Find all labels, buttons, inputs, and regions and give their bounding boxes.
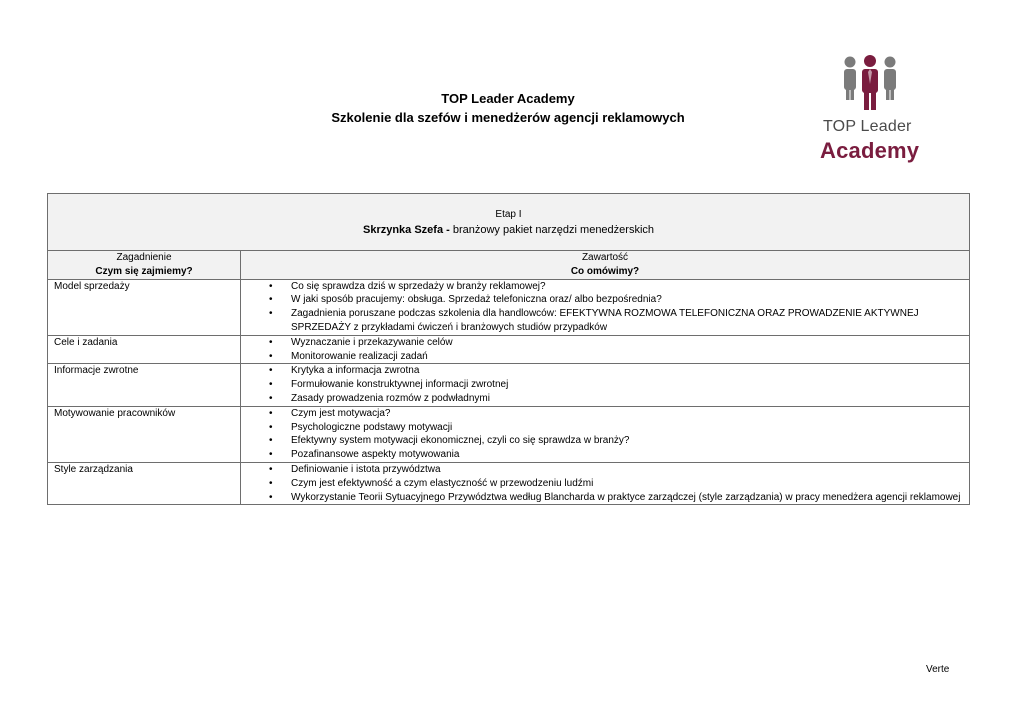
company-logo xyxy=(818,54,926,166)
table-row xyxy=(48,406,970,462)
topic-header-label: Zagadnienie xyxy=(116,252,172,263)
bullet-list xyxy=(241,463,969,504)
people-group-icon xyxy=(842,54,898,116)
bullet-item: • Wykorzystanie Teorii Sytuacyjnego Przywództwa według Blancharda w praktyce zarządczej (style zarządzania) w pracy menedżera agencji reklamowej xyxy=(291,491,969,505)
table-body xyxy=(48,279,970,505)
stage-subtitle: branżowy pakiet narzędzi menedżerskich xyxy=(452,224,655,236)
table-row xyxy=(48,335,970,364)
bullet-list xyxy=(241,364,969,405)
content-cell xyxy=(241,279,970,335)
bullet-item: • Monitorowanie realizacji zadań xyxy=(291,350,969,364)
topic-cell: Style zarządzania xyxy=(48,462,241,504)
table-row xyxy=(48,279,970,335)
content-subheader-label: Co omówimy? xyxy=(570,265,640,277)
column-headers xyxy=(48,251,970,280)
content-cell xyxy=(241,364,970,406)
bullet-item: • Czym jest efektywność a czym elastyczność w przewodzeniu ludźmi xyxy=(291,477,969,491)
bullet-item: • Pozafinansowe aspekty motywowania xyxy=(291,448,969,462)
bullet-item: • Efektywny system motywacji ekonomicznej, czyli co się sprawdza w branży? xyxy=(291,434,969,448)
stage-title xyxy=(48,222,969,238)
content-cell xyxy=(241,406,970,462)
stage-name: Skrzynka Szefa - xyxy=(362,224,453,236)
content-header-label: Zawartość xyxy=(581,252,629,263)
bullet-item: • Formułowanie konstruktywnej informacji zwrotnej xyxy=(291,378,969,392)
logo-text-top-leader: TOP Leader xyxy=(823,118,912,135)
bullet-list xyxy=(241,407,969,462)
topic-cell: Motywowanie pracowników xyxy=(48,406,241,462)
bullet-item: • Zasady prowadzenia rozmów z podwładnymi xyxy=(291,392,969,406)
bullet-list xyxy=(241,336,969,364)
content-cell xyxy=(241,335,970,364)
verte-note: Verte xyxy=(926,664,950,675)
topic-cell: Informacje zwrotne xyxy=(48,364,241,406)
bullet-item: • Czym jest motywacja? xyxy=(291,407,969,421)
logo-text-academy: Academy xyxy=(820,138,920,163)
bullet-list xyxy=(241,280,969,335)
topic-cell: Cele i zadania xyxy=(48,335,241,364)
content-column-header xyxy=(241,251,970,280)
bullet-item: • Zagadnienia poruszane podczas szkolenia dla handlowców: EFEKTYWNA ROZMOWA TELEFONICZNA ORAZ PROWADZENIE AKTYWNEJ SPRZEDAŻY z przykładami ćwiczeń i branżowych studiów przypadków xyxy=(291,307,969,335)
title-line-1: TOP Leader Academy xyxy=(441,91,575,106)
bullet-item: • Definiowanie i istota przywództwa xyxy=(291,463,969,477)
topic-column-header xyxy=(48,251,241,280)
content-cell xyxy=(241,462,970,504)
bullet-item: • Co się sprawdza dziś w sprzedaży w branży reklamowej? xyxy=(291,280,969,294)
bullet-item: • Wyznaczanie i przekazywanie celów xyxy=(291,336,969,350)
bullet-item: • Psychologiczne podstawy motywacji xyxy=(291,421,969,435)
bullet-item: • W jaki sposób pracujemy: obsługa. Sprzedaż telefoniczna oraz/ albo bezpośrednia? xyxy=(291,293,969,307)
stage-number: Etap I xyxy=(495,209,522,220)
document-title xyxy=(240,89,776,127)
topic-cell: Model sprzedaży xyxy=(48,279,241,335)
table-row xyxy=(48,364,970,406)
topic-subheader-label: Czym się zajmiemy? xyxy=(95,265,193,277)
training-program-table xyxy=(47,193,970,505)
stage-header xyxy=(48,194,970,251)
bullet-item: • Krytyka a informacja zwrotna xyxy=(291,364,969,378)
table-row xyxy=(48,462,970,504)
title-line-2: Szkolenie dla szefów i menedżerów agencji reklamowych xyxy=(331,110,685,125)
